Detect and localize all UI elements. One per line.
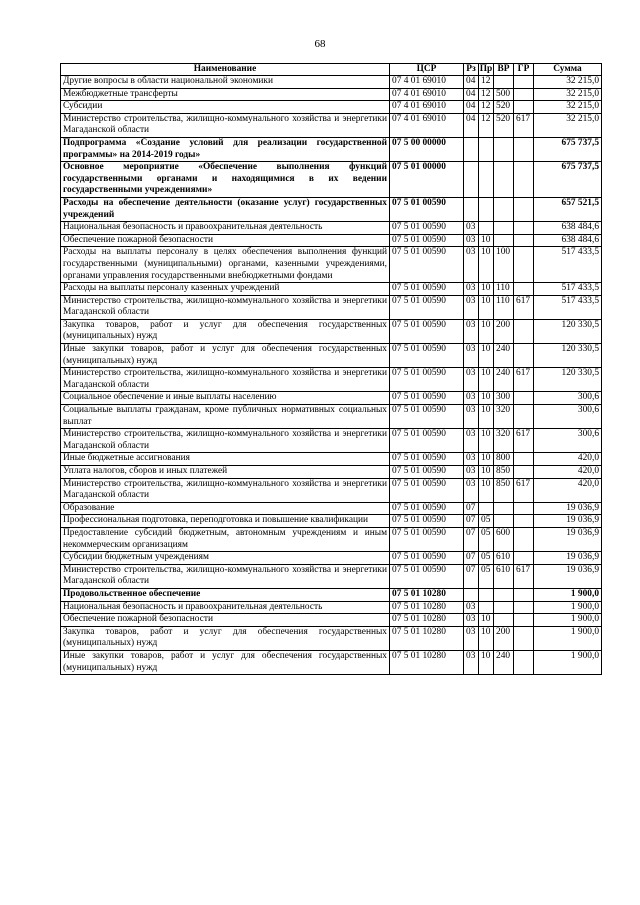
col-header-rz: Рз — [464, 64, 479, 76]
cell-rz: 03 — [464, 222, 479, 235]
table-row — [61, 478, 602, 502]
col-header-gr: ГР — [514, 64, 534, 76]
cell-name: Министерство строительства, жилищно-коммунального хозяйства и энергетики Магаданской области — [61, 429, 390, 453]
cell-gr — [514, 626, 534, 650]
cell-gr: 617 — [514, 113, 534, 137]
cell-vr: 240 — [494, 344, 514, 368]
cell-csr: 07 4 01 69010 — [390, 88, 464, 101]
cell-rz: 03 — [464, 392, 479, 405]
cell-vr — [494, 76, 514, 89]
cell-vr: 320 — [494, 429, 514, 453]
cell-name: Расходы на выплаты персоналу казенных учреждений — [61, 283, 390, 296]
cell-gr — [514, 502, 534, 515]
cell-pr: 10 — [479, 466, 494, 479]
cell-sum: 675 737,5 — [534, 137, 602, 161]
cell-sum: 300,6 — [534, 429, 602, 453]
cell-rz: 07 — [464, 502, 479, 515]
cell-csr: 07 5 01 00590 — [390, 222, 464, 235]
cell-vr: 100 — [494, 247, 514, 283]
cell-csr: 07 5 01 00590 — [390, 478, 464, 502]
cell-pr: 10 — [479, 368, 494, 392]
cell-vr — [494, 162, 514, 198]
cell-gr — [514, 466, 534, 479]
cell-rz: 03 — [464, 626, 479, 650]
cell-gr: 617 — [514, 478, 534, 502]
cell-vr: 240 — [494, 650, 514, 674]
cell-rz: 03 — [464, 247, 479, 283]
cell-sum: 638 484,6 — [534, 234, 602, 247]
cell-name: Министерство строительства, жилищно-коммунального хозяйства и энергетики Магаданской области — [61, 368, 390, 392]
cell-gr — [514, 527, 534, 551]
cell-csr: 07 5 01 00590 — [390, 453, 464, 466]
cell-gr — [514, 88, 534, 101]
cell-pr: 05 — [479, 527, 494, 551]
cell-name: Иные бюджетные ассигнования — [61, 453, 390, 466]
cell-gr — [514, 344, 534, 368]
cell-csr: 07 5 01 00590 — [390, 466, 464, 479]
cell-sum: 1 900,0 — [534, 601, 602, 614]
cell-vr — [494, 234, 514, 247]
cell-name: Закупка товаров, работ и услуг для обеспечения государственных (муниципальных) нужд — [61, 319, 390, 343]
table-row — [61, 113, 602, 137]
cell-sum: 19 036,9 — [534, 552, 602, 565]
cell-vr: 110 — [494, 283, 514, 296]
cell-sum: 517 433,5 — [534, 283, 602, 296]
cell-name: Национальная безопасность и правоохранительная деятельность — [61, 601, 390, 614]
cell-name: Другие вопросы в области национальной экономики — [61, 76, 390, 89]
cell-rz — [464, 137, 479, 161]
cell-rz: 03 — [464, 319, 479, 343]
cell-sum: 517 433,5 — [534, 295, 602, 319]
table-row — [61, 197, 602, 221]
cell-csr: 07 5 01 00590 — [390, 368, 464, 392]
cell-name: Продовольственное обеспечение — [61, 588, 390, 601]
cell-rz: 03 — [464, 234, 479, 247]
cell-sum: 420,0 — [534, 478, 602, 502]
cell-gr — [514, 392, 534, 405]
cell-gr — [514, 588, 534, 601]
cell-csr: 07 5 01 10280 — [390, 650, 464, 674]
cell-gr: 617 — [514, 295, 534, 319]
cell-sum: 300,6 — [534, 405, 602, 429]
cell-sum: 120 330,5 — [534, 319, 602, 343]
cell-csr: 07 5 01 00590 — [390, 234, 464, 247]
cell-name: Социальное обеспечение и иные выплаты населению — [61, 392, 390, 405]
cell-name: Расходы на обеспечение деятельности (оказание услуг) государственных учреждений — [61, 197, 390, 221]
cell-sum: 32 215,0 — [534, 88, 602, 101]
col-header-name: Наименование — [61, 64, 390, 76]
cell-gr — [514, 283, 534, 296]
cell-csr: 07 5 01 00590 — [390, 515, 464, 528]
cell-pr: 10 — [479, 247, 494, 283]
cell-pr — [479, 222, 494, 235]
table-row — [61, 295, 602, 319]
budget-table — [60, 63, 602, 675]
cell-rz: 07 — [464, 552, 479, 565]
cell-name: Образование — [61, 502, 390, 515]
col-header-pr: Пр — [479, 64, 493, 74]
cell-sum: 420,0 — [534, 466, 602, 479]
cell-vr: 520 — [494, 113, 514, 137]
table-row — [61, 247, 602, 283]
col-header-sum: Сумма — [534, 64, 602, 76]
cell-gr — [514, 601, 534, 614]
cell-vr — [494, 502, 514, 515]
table-row — [61, 344, 602, 368]
table-row — [61, 283, 602, 296]
cell-pr: 10 — [479, 429, 494, 453]
cell-csr: 07 4 01 69010 — [390, 101, 464, 114]
cell-csr: 07 5 01 10280 — [390, 614, 464, 627]
cell-gr — [514, 614, 534, 627]
cell-name: Уплата налогов, сборов и иных платежей — [61, 466, 390, 479]
cell-vr: 600 — [494, 527, 514, 551]
cell-pr: 12 — [479, 101, 494, 114]
cell-gr — [514, 405, 534, 429]
cell-pr: 12 — [479, 88, 494, 101]
cell-gr: 617 — [514, 564, 534, 588]
cell-rz: 03 — [464, 429, 479, 453]
cell-rz — [464, 162, 479, 198]
cell-pr — [479, 197, 494, 221]
cell-gr — [514, 101, 534, 114]
table-row — [61, 137, 602, 161]
cell-vr: 610 — [494, 552, 514, 565]
cell-csr: 07 5 01 00000 — [390, 162, 464, 198]
cell-csr: 07 5 01 00590 — [390, 344, 464, 368]
cell-rz: 03 — [464, 283, 479, 296]
cell-rz: 03 — [464, 601, 479, 614]
cell-sum: 657 521,5 — [534, 197, 602, 221]
cell-gr — [514, 234, 534, 247]
cell-pr: 10 — [479, 283, 494, 296]
cell-rz — [464, 197, 479, 221]
cell-pr: 10 — [479, 295, 494, 319]
cell-vr: 520 — [494, 101, 514, 114]
cell-rz — [464, 588, 479, 601]
cell-vr — [494, 588, 514, 601]
cell-vr — [494, 515, 514, 528]
cell-rz: 03 — [464, 453, 479, 466]
table-row — [61, 368, 602, 392]
cell-gr — [514, 76, 534, 89]
cell-vr: 300 — [494, 392, 514, 405]
cell-sum: 32 215,0 — [534, 76, 602, 89]
cell-rz: 03 — [464, 478, 479, 502]
cell-sum: 32 215,0 — [534, 113, 602, 137]
table-row — [61, 626, 602, 650]
page-number: 68 — [314, 38, 326, 50]
cell-name: Национальная безопасность и правоохранительная деятельность — [61, 222, 390, 235]
cell-rz: 04 — [464, 76, 479, 89]
cell-pr — [479, 588, 494, 601]
table-row — [61, 76, 602, 89]
cell-pr: 10 — [479, 319, 494, 343]
cell-pr: 10 — [479, 650, 494, 674]
table-row — [61, 429, 602, 453]
cell-csr: 07 5 01 10280 — [390, 601, 464, 614]
cell-csr: 07 5 01 00590 — [390, 392, 464, 405]
cell-sum: 1 900,0 — [534, 626, 602, 650]
cell-csr: 07 5 01 00590 — [390, 564, 464, 588]
cell-sum: 638 484,6 — [534, 222, 602, 235]
table-row — [61, 234, 602, 247]
cell-gr — [514, 319, 534, 343]
cell-sum: 1 900,0 — [534, 614, 602, 627]
cell-sum: 675 737,5 — [534, 162, 602, 198]
cell-vr — [494, 601, 514, 614]
cell-sum: 120 330,5 — [534, 344, 602, 368]
cell-sum: 517 433,5 — [534, 247, 602, 283]
cell-name: Межбюджетные трансферты — [61, 88, 390, 101]
cell-gr — [514, 650, 534, 674]
cell-name: Министерство строительства, жилищно-коммунального хозяйства и энергетики Магаданской области — [61, 478, 390, 502]
cell-sum: 300,6 — [534, 392, 602, 405]
table-row — [61, 588, 602, 601]
cell-rz: 03 — [464, 650, 479, 674]
cell-csr: 07 5 00 00000 — [390, 137, 464, 161]
cell-vr — [494, 222, 514, 235]
cell-vr: 850 — [494, 466, 514, 479]
cell-sum: 32 215,0 — [534, 101, 602, 114]
cell-gr — [514, 162, 534, 198]
cell-sum: 19 036,9 — [534, 564, 602, 588]
cell-pr — [479, 502, 494, 515]
cell-pr: 10 — [479, 478, 494, 502]
cell-pr: 10 — [479, 626, 494, 650]
table-row — [61, 527, 602, 551]
cell-vr: 320 — [494, 405, 514, 429]
col-header-csr: ЦСР — [390, 64, 464, 76]
cell-csr: 07 5 01 00590 — [390, 283, 464, 296]
cell-vr — [494, 197, 514, 221]
cell-pr: 05 — [479, 552, 494, 565]
cell-csr: 07 5 01 00590 — [390, 502, 464, 515]
cell-csr: 07 5 01 00590 — [390, 552, 464, 565]
cell-name: Расходы на выплаты персоналу в целях обеспечения выполнения функций государственными (муниципальными) органами, казенными учреждениями, органами управления государственными внебюджетными фондами — [61, 247, 390, 283]
table-header-row — [61, 64, 602, 76]
cell-pr: 10 — [479, 392, 494, 405]
cell-name: Закупка товаров, работ и услуг для обеспечения государственных (муниципальных) нужд — [61, 626, 390, 650]
cell-csr: 07 5 01 00590 — [390, 429, 464, 453]
table-row — [61, 222, 602, 235]
cell-csr: 07 5 01 10280 — [390, 626, 464, 650]
cell-name: Социальные выплаты гражданам, кроме публичных нормативных социальных выплат — [61, 405, 390, 429]
cell-csr: 07 5 01 00590 — [390, 197, 464, 221]
cell-sum: 1 900,0 — [534, 588, 602, 601]
cell-rz: 04 — [464, 113, 479, 137]
cell-vr: 200 — [494, 626, 514, 650]
cell-rz: 03 — [464, 466, 479, 479]
cell-vr: 800 — [494, 453, 514, 466]
cell-sum: 19 036,9 — [534, 515, 602, 528]
cell-pr: 12 — [479, 76, 494, 89]
table-row — [61, 552, 602, 565]
cell-name: Основное мероприятие «Обеспечение выполнения функций государственными органами и находящимися в их ведении государственными учреждениями» — [61, 162, 390, 198]
cell-gr — [514, 247, 534, 283]
cell-name: Подпрограмма «Создание условий для реализации государственной программы» на 2014-2019 годы» — [61, 137, 390, 161]
table-row — [61, 650, 602, 674]
cell-gr — [514, 197, 534, 221]
cell-vr — [494, 614, 514, 627]
cell-rz: 07 — [464, 527, 479, 551]
cell-pr: 10 — [479, 405, 494, 429]
cell-rz: 03 — [464, 295, 479, 319]
cell-name: Иные закупки товаров, работ и услуг для обеспечения государственных (муниципальных) нужд — [61, 650, 390, 674]
cell-csr: 07 4 01 69010 — [390, 113, 464, 137]
cell-pr: 10 — [479, 344, 494, 368]
cell-csr: 07 5 01 00590 — [390, 405, 464, 429]
table-row — [61, 453, 602, 466]
cell-vr: 240 — [494, 368, 514, 392]
cell-name: Профессиональная подготовка, переподготовка и повышение квалификации — [61, 515, 390, 528]
cell-rz: 04 — [464, 101, 479, 114]
table-row — [61, 564, 602, 588]
cell-rz: 07 — [464, 564, 479, 588]
cell-pr: 10 — [479, 234, 494, 247]
cell-sum: 19 036,9 — [534, 502, 602, 515]
col-header-vr: ВР — [494, 64, 514, 76]
cell-name: Субсидии бюджетным учреждениям — [61, 552, 390, 565]
table-row — [61, 162, 602, 198]
cell-csr: 07 5 01 00590 — [390, 527, 464, 551]
cell-csr: 07 5 01 10280 — [390, 588, 464, 601]
cell-name: Обеспечение пожарной безопасности — [61, 234, 390, 247]
cell-sum: 19 036,9 — [534, 527, 602, 551]
table-row — [61, 88, 602, 101]
table-row — [61, 466, 602, 479]
cell-pr: 12 — [479, 113, 494, 137]
cell-gr — [514, 552, 534, 565]
cell-gr — [514, 222, 534, 235]
cell-vr: 850 — [494, 478, 514, 502]
cell-name: Министерство строительства, жилищно-коммунального хозяйства и энергетики Магаданской области — [61, 295, 390, 319]
cell-csr: 07 4 01 69010 — [390, 76, 464, 89]
cell-vr — [494, 137, 514, 161]
cell-vr: 610 — [494, 564, 514, 588]
table-body — [61, 76, 602, 675]
cell-gr: 617 — [514, 368, 534, 392]
cell-pr: 10 — [479, 453, 494, 466]
table-row — [61, 601, 602, 614]
cell-csr: 07 5 01 00590 — [390, 295, 464, 319]
cell-rz: 03 — [464, 368, 479, 392]
cell-pr — [479, 137, 494, 161]
cell-name: Субсидии — [61, 101, 390, 114]
cell-name: Обеспечение пожарной безопасности — [61, 614, 390, 627]
cell-csr: 07 5 01 00590 — [390, 247, 464, 283]
cell-csr: 07 5 01 00590 — [390, 319, 464, 343]
cell-sum: 1 900,0 — [534, 650, 602, 674]
cell-gr: 617 — [514, 429, 534, 453]
table-row — [61, 614, 602, 627]
table-row — [61, 515, 602, 528]
cell-name: Предоставление субсидий бюджетным, автономным учреждениям и иным некоммерческим организациям — [61, 527, 390, 551]
cell-gr — [514, 515, 534, 528]
cell-pr: 10 — [479, 614, 494, 627]
cell-vr: 200 — [494, 319, 514, 343]
cell-gr — [514, 137, 534, 161]
cell-pr — [479, 162, 494, 198]
table-row — [61, 405, 602, 429]
table-row — [61, 392, 602, 405]
cell-pr: 05 — [479, 564, 494, 588]
table-row — [61, 319, 602, 343]
cell-name: Иные закупки товаров, работ и услуг для обеспечения государственных (муниципальных) нужд — [61, 344, 390, 368]
cell-rz: 04 — [464, 88, 479, 101]
cell-name: Министерство строительства, жилищно-коммунального хозяйства и энергетики Магаданской области — [61, 113, 390, 137]
cell-sum: 420,0 — [534, 453, 602, 466]
cell-rz: 03 — [464, 344, 479, 368]
cell-sum: 120 330,5 — [534, 368, 602, 392]
cell-vr: 500 — [494, 88, 514, 101]
cell-name: Министерство строительства, жилищно-коммунального хозяйства и энергетики Магаданской области — [61, 564, 390, 588]
cell-rz: 03 — [464, 405, 479, 429]
cell-gr — [514, 453, 534, 466]
cell-pr: 05 — [479, 515, 494, 528]
table-row — [61, 101, 602, 114]
cell-rz: 03 — [464, 614, 479, 627]
table-row — [61, 502, 602, 515]
cell-rz: 07 — [464, 515, 479, 528]
cell-pr — [479, 601, 494, 614]
cell-vr: 110 — [494, 295, 514, 319]
